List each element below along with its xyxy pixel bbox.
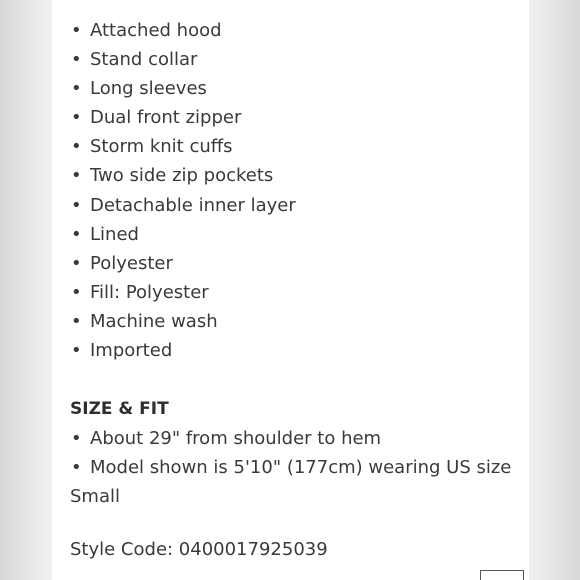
feature-text: Two side zip pockets [90, 165, 274, 187]
list-item [70, 74, 520, 103]
list-item [70, 220, 520, 249]
fit-text: Model shown is 5'10" (177cm) wearing US size Small [70, 457, 512, 508]
fit-text: About 29" from shoulder to hem [90, 428, 382, 450]
bullet: • [71, 107, 82, 129]
bullet: • [71, 165, 82, 187]
bullet: • [71, 194, 82, 216]
feature-text: Stand collar [90, 49, 198, 71]
bullet: • [71, 457, 82, 479]
list-item [70, 307, 520, 336]
product-details-card [52, 0, 529, 580]
list-item [70, 132, 520, 161]
bullet: • [71, 281, 82, 303]
list-item [70, 249, 520, 278]
feature-text: Dual front zipper [90, 107, 242, 129]
background-left [0, 0, 52, 580]
list-item [70, 278, 520, 307]
feature-text: Polyester [90, 252, 173, 274]
list-item [70, 103, 520, 132]
feature-text: Imported [90, 340, 173, 362]
list-item [70, 16, 520, 45]
bullet: • [71, 310, 82, 332]
feature-list [70, 16, 520, 365]
bullet: • [71, 340, 82, 362]
list-item [70, 336, 520, 365]
feature-text: Lined [90, 223, 139, 245]
partial-box-outline [480, 570, 524, 580]
bullet: • [71, 78, 82, 100]
list-item [70, 161, 520, 190]
product-details-content [70, 16, 520, 564]
bullet: • [71, 223, 82, 245]
bullet: • [71, 252, 82, 274]
size-fit-list [70, 424, 520, 511]
feature-text: Fill: Polyester [90, 281, 209, 303]
bullet: • [71, 428, 82, 450]
bullet: • [71, 49, 82, 71]
style-code: Style Code: 0400017925039 [70, 539, 328, 561]
feature-text: Long sleeves [90, 78, 207, 100]
feature-text: Detachable inner layer [90, 194, 296, 216]
list-item [70, 191, 520, 220]
bullet: • [71, 20, 82, 41]
feature-text: Machine wash [90, 310, 218, 332]
size-fit-heading: SIZE & FIT [70, 399, 169, 420]
list-item [70, 453, 520, 511]
feature-text: Storm knit cuffs [90, 136, 233, 158]
list-item [70, 45, 520, 74]
bullet: • [71, 136, 82, 158]
background-right [528, 0, 580, 580]
list-item [70, 424, 520, 453]
feature-text: Attached hood [90, 20, 222, 41]
